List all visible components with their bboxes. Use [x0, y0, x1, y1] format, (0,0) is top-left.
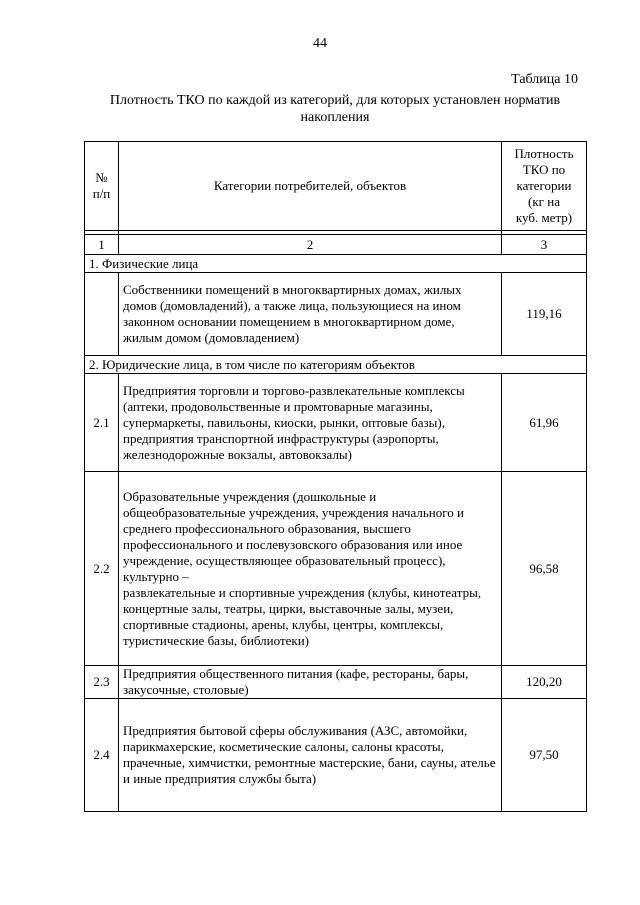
- row-category: Собственники помещений в многоквартирных домах, жилых домов (домовладений), а также лица, пользующиеся на ином законном основании помещением в многоквартирном доме, жилым домом (домовладением): [119, 273, 502, 356]
- column-number-row: [85, 235, 587, 255]
- table-row: [85, 273, 587, 356]
- header-density: Плотность ТКО по категории (кг на куб. метр): [502, 142, 587, 231]
- row-number: 2.3: [85, 666, 119, 699]
- column-number-3: 3: [502, 235, 587, 255]
- section-row: [85, 356, 587, 374]
- table-row: [85, 374, 587, 472]
- header-category: Категории потребителей, объектов: [119, 142, 502, 231]
- header-row: [85, 142, 587, 231]
- section-title: 1. Физические лица: [85, 255, 587, 273]
- column-number-2: 2: [119, 235, 502, 255]
- table-row: [85, 472, 587, 666]
- table-title: [80, 92, 590, 126]
- table-row: [85, 666, 587, 699]
- row-number: [85, 273, 119, 356]
- section-row: [85, 255, 587, 273]
- section-title: 2. Юридические лица, в том числе по категориям объектов: [85, 356, 587, 374]
- column-number-1: 1: [85, 235, 119, 255]
- row-number: 2.1: [85, 374, 119, 472]
- row-category: Образовательные учреждения (дошкольные и общеобразовательные учреждения, учреждения начального и среднего профессионального образования, высшего профессионального и послевузовского образования или иное учреждение, осуществляющее образовательный процесс), культурно – развлекательные и спортивные учреждения (клубы, кинотеатры, концертные залы, театры, цирки, выставочные залы, музеи, спортивные стадионы, арены, клубы, центры, комплексы, туристические базы, библиотеки): [119, 472, 502, 666]
- row-density: 97,50: [502, 699, 587, 812]
- density-table: [84, 141, 587, 812]
- row-category: Предприятия торговли и торгово-развлекательные комплексы (аптеки, продовольственные и промтоварные магазины, супермаркеты, павильоны, киоски, рынки, оптовые базы), предприятия транспортной инфраструктуры (аэропорты, железнодорожные вокзалы, автовокзалы): [119, 374, 502, 472]
- row-density: 119,16: [502, 273, 587, 356]
- header-number: № п/п: [85, 142, 119, 231]
- table-label: Таблица 10: [511, 72, 578, 87]
- row-density: 61,96: [502, 374, 587, 472]
- row-density: 120,20: [502, 666, 587, 699]
- page-number: 44: [313, 36, 327, 51]
- row-category: Предприятия бытовой сферы обслуживания (АЗС, автомойки, парикмахерские, косметические салоны, салоны красоты, прачечные, химчистки, ремонтные мастерские, бани, сауны, ателье и иные предприятия службы быта): [119, 699, 502, 812]
- row-density: 96,58: [502, 472, 587, 666]
- table-title-line-1: Плотность ТКО по каждой из категорий, для которых установлен норматив: [109, 93, 561, 108]
- row-number: 2.2: [85, 472, 119, 666]
- row-number: 2.4: [85, 699, 119, 812]
- table-title-line-2: накопления: [300, 110, 370, 125]
- table-row: [85, 699, 587, 812]
- row-category: Предприятия общественного питания (кафе, рестораны, бары, закусочные, столовые): [119, 666, 502, 699]
